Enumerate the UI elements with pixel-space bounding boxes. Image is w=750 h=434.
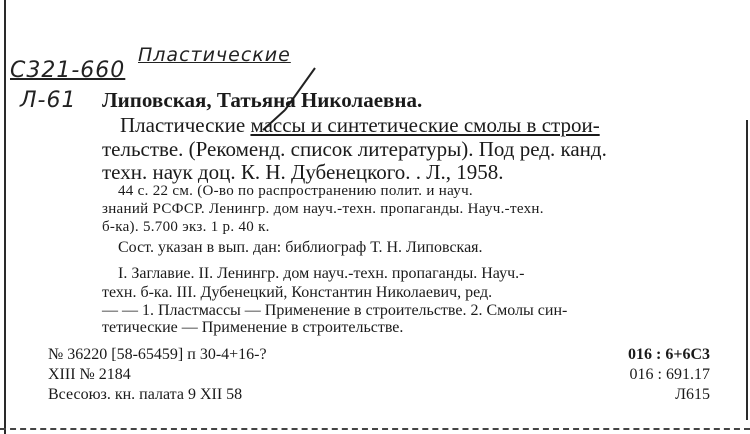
collation-line-1: 44 с. 22 см. (О-во по распространению полит. и науч. bbox=[118, 183, 473, 199]
author-mark: Л615 bbox=[675, 386, 710, 403]
chamber-date: Всесоюз. кн. палата 9 XII 58 bbox=[48, 386, 243, 403]
classification-code-1: 016 : 6+6С3 bbox=[628, 346, 710, 363]
card-right-edge bbox=[746, 120, 748, 420]
collation-line-2: знаний РСФСР. Ленингр. дом науч.-техн. пропаганды. Науч.-техн. bbox=[102, 201, 544, 217]
subjects-line-3: — — 1. Пластмассы — Применение в строительстве. 2. Смолы син- bbox=[102, 302, 568, 319]
subjects-line-1: I. Заглавие. II. Ленингр. дом науч.-техн. пропаганды. Науч.- bbox=[118, 265, 525, 282]
collation-line-3: б-ка). 5.700 экз. 1 р. 40 к. bbox=[102, 219, 270, 235]
subjects-line-4: тетические — Применение в строительстве. bbox=[102, 319, 404, 336]
card-left-edge bbox=[4, 0, 6, 434]
title-line-2: тельстве. (Рекоменд. список литературы). Под ред. канд. bbox=[102, 137, 607, 161]
title-word-plastic: Пластические bbox=[120, 113, 246, 137]
handwritten-subject-word: Пластические bbox=[138, 44, 291, 66]
subjects-line-2: техн. б-ка. III. Дубенецкий, Константин Николаевич, ред. bbox=[102, 284, 493, 301]
title-line-1 bbox=[120, 113, 600, 138]
title-continuation: массы и синтетические смолы в строи- bbox=[250, 113, 600, 137]
registration-number: № 36220 [58-65459] п 30-4+16-? bbox=[48, 346, 267, 363]
compiler-note: Сост. указан в вып. дан: библиограф Т. Н. Липовская. bbox=[118, 239, 483, 256]
classification-code-2: 016 : 691.17 bbox=[629, 366, 710, 383]
handwritten-call-number: С321-660 bbox=[10, 58, 126, 83]
handwritten-location-mark: Л-61 bbox=[20, 88, 77, 113]
card-bottom-edge bbox=[0, 428, 750, 430]
author-heading: Липовская, Татьяна Николаевна. bbox=[102, 88, 423, 112]
series-number: XIII № 2184 bbox=[48, 366, 131, 383]
imprint-line: техн. наук доц. К. Н. Дубенецкого. . Л., 1958. bbox=[102, 160, 504, 184]
